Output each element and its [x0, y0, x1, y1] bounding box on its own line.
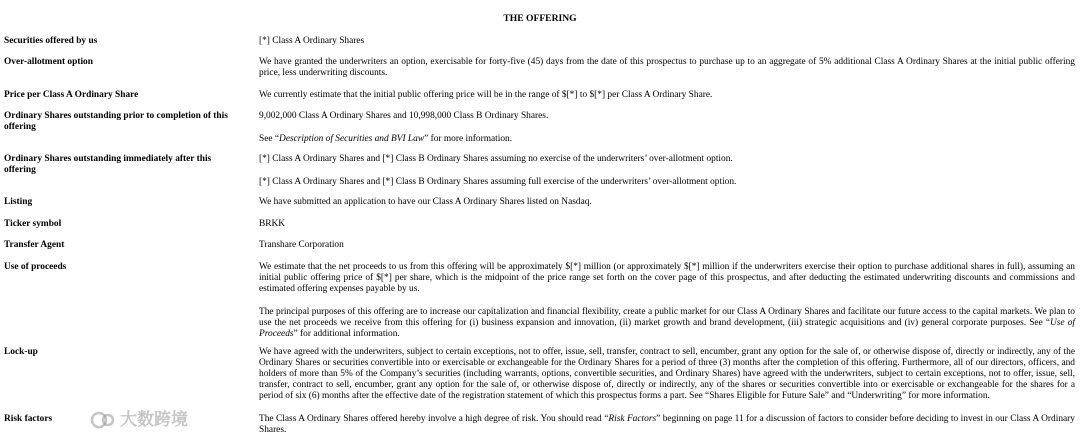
value-text: The principal purposes of this offering are to increase our capitalization and financial flexibility, create a public market for our Class A Ordinary Shares and facilitate our future access to the capital markets. We plan to use the net proceeds we receive from this offering for (i) business expansion and innovation, (ii) market growth and brand development, (iii) strategic acquisitions and (iv) general corporate purposes. See “: [259, 307, 1075, 328]
value-text: [*] Class A Ordinary Shares and [*] Class B Ordinary Shares assuming full exercise of the underwriters’ over-allotment option.: [259, 177, 737, 187]
row-use-of-proceeds: [0, 262, 1080, 347]
value-over-allotment: [259, 57, 1075, 90]
label-transfer-agent: Transfer Agent: [4, 240, 65, 250]
row-listing: [0, 197, 1080, 219]
row-transfer-agent: [0, 240, 1080, 262]
value-text: We estimate that the net proceeds to us from this offering will be approximately $[*] million (or approximately $[*] million if the underwriters exercise their option to purchase additional shares in full), assuming an initial public offering price of $[*] per share, which is the midpoint of the price range set forth on the cover page of this prospectus, and after deducting the estimated underwriting discounts and commissions and estimated offering expenses payable by us.: [259, 262, 1075, 294]
label-listing: Listing: [4, 197, 33, 207]
label-price-per-share: Price per Class A Ordinary Share: [4, 90, 139, 100]
value-price-per-share: [259, 90, 1075, 111]
reference-link[interactable]: Use of Proceeds: [259, 318, 1075, 339]
value-text: The Class A Ordinary Shares offered hereby involve a high degree of risk. You should read “: [259, 414, 609, 424]
value-shares-after: [259, 154, 1075, 197]
label-text: Risk factors: [4, 414, 53, 424]
row-over-allotment: [0, 57, 1080, 90]
value-text: [259, 414, 1075, 436]
value-text: We currently estimate that the initial public offering price will be in the range of $[*] to $[*] per Class A Ordinary Share.: [259, 90, 713, 100]
row-price-per-share: [0, 90, 1080, 111]
label-shares-prior: Ordinary Shares outstanding prior to completion of this offering: [4, 111, 228, 132]
row-lock-up: [0, 347, 1080, 414]
row-shares-after: [0, 154, 1080, 197]
label-use-of-proceeds: Use of proceeds: [4, 262, 67, 272]
label-ticker: Ticker symbol: [4, 219, 62, 229]
section-title: THE OFFERING: [503, 13, 577, 24]
value-text: [*] Class A Ordinary Shares and [*] Class B Ordinary Shares assuming no exercise of the underwriters’ over-allotment option.: [259, 154, 733, 164]
value-text: 9,002,000 Class A Ordinary Shares and 10,998,000 Class B Ordinary Shares.: [259, 111, 549, 121]
reference-link[interactable]: Risk Factors: [608, 414, 657, 424]
value-text: Transhare Corporation: [259, 240, 344, 250]
row-shares-prior: [0, 111, 1080, 154]
row-risk-factors: [0, 410, 1080, 436]
value-text: We have submitted an application to have our Class A Ordinary Shares listed on Nasdaq.: [259, 197, 592, 207]
value-transfer-agent: [259, 240, 1075, 262]
label-lock-up: Lock-up: [4, 347, 38, 357]
label-securities-offered: Securities offered by us: [4, 36, 98, 46]
label-shares-after: Ordinary Shares outstanding immediately after this offering: [4, 154, 212, 175]
value-text: We have agreed with the underwriters, subject to certain exceptions, not to offer, issue, sell, transfer, contract to sell, encumber, grant any option for the sale of, or otherwise dispose of, directly or indirectly, any of the Ordinary Shares or securities convertible into or exercisable or exchangeable for the Ordinary Shares for a period of three (3) months after the completion of this offering. Furthermore, all of our directors, officers, and holders of more than 5% of the Company’s securities (including warrants, options, convertible securities, and Ordinary Shares) have agreed with the underwriters, subject to certain exceptions, not to offer, issue, sell, transfer, contract to sell, encumber, grant any option for the sale of, or otherwise dispose of, directly or indirectly, any of the shares or securities convertible into or exercisable or exchangeable for the shares for a period of six (6) months after the effective date of the registration statement of which this prospectus forms a part. See “Shares Eligible for Future Sale” and “Underwriting” for more information.: [259, 347, 1075, 401]
watermark-text: 大数跨境: [120, 410, 188, 430]
value-text: BRKK: [259, 219, 286, 229]
value-securities-offered: [259, 36, 1075, 57]
watermark: [90, 409, 188, 431]
see-text: ” beginning on page 11 for a discussion of factors to consider before deciding to invest in our Class A Ordinary Shares.: [259, 414, 1075, 435]
label-over-allotment: Over-allotment option: [4, 57, 93, 67]
see-text: ” for additional information.: [293, 329, 400, 339]
watermark-logo-icon: [90, 409, 116, 431]
see-reference: [259, 134, 1075, 145]
value-listing: [259, 197, 1075, 219]
label-risk-factors: [4, 410, 244, 436]
value-text: We have granted the underwriters an option, exercisable for forty-five (45) days from the date of this prospectus to purchase up to an aggregate of 5% additional Class A Ordinary Shares at the initial public offering price, less underwriting discounts.: [259, 57, 1075, 78]
value-shares-prior: [259, 111, 1075, 154]
see-text: See “: [259, 134, 280, 144]
value-ticker: [259, 219, 1075, 240]
reference-link[interactable]: Description of Securities and BVI Law: [279, 134, 425, 144]
value-text: [259, 307, 1075, 340]
row-ticker: [0, 219, 1080, 240]
value-lock-up: [259, 347, 1075, 414]
row-securities-offered: [0, 36, 1080, 57]
see-text: ” for more information.: [424, 134, 513, 144]
value-risk-factors: [259, 414, 1075, 436]
value-use-of-proceeds: [259, 262, 1075, 347]
value-text: [*] Class A Ordinary Shares: [259, 36, 365, 46]
